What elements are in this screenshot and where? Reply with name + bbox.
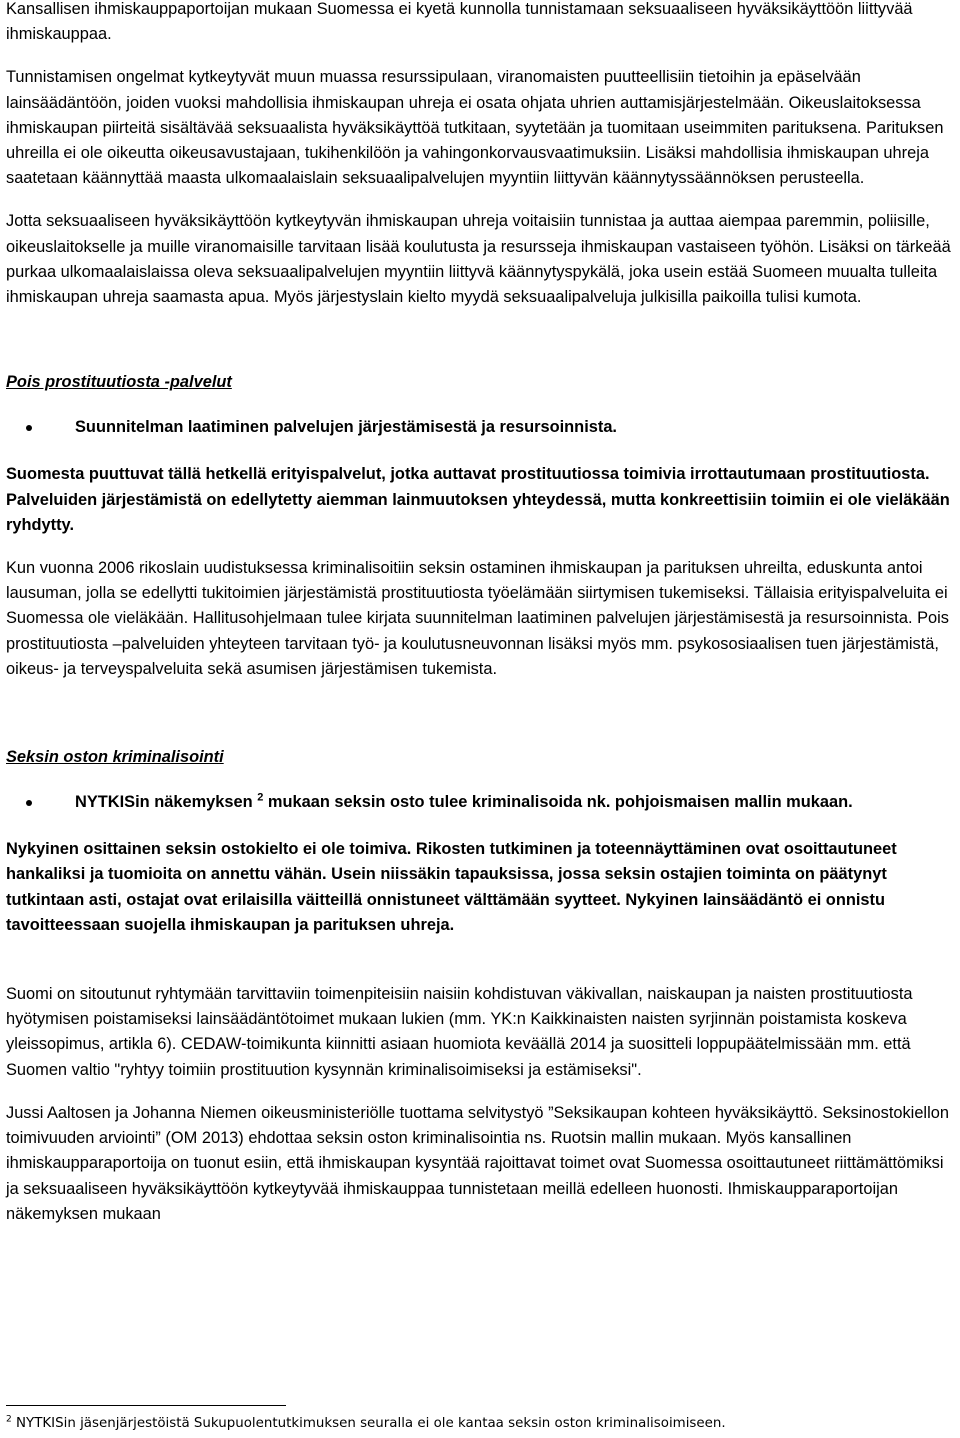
section-heading-exit-services: Pois prostituutiosta -palvelut: [6, 373, 232, 392]
paragraph-exit-services: Kun vuonna 2006 rikoslain uudistuksessa kriminalisoitiin seksin ostaminen ihmiskaupan ja parituksen uhreilta, eduskunta antoi lausuman, jolla se edellytti tukitoimien järjestämistä prostituutiosta työelämään siirtymisen tukemiseksi. Tällaisia erityispalveluita ei Suomessa ole vieläkään. Hallitusohjelmaan tulee kirjata suunnitelman laatiminen palvelujen järjestämisestä ja resursoinnista. Pois prostituutiosta –palveluiden yhteyteen tarvitaan työ- ja koulutusneuvonnan lisäksi myös mm. psykososiaalisen tuen järjestämistä, oikeus- ja terveyspalveluita sekä asumisen järjestämisen tukemista.: [6, 559, 949, 678]
bullet-text-start: NYTKISin näkemyksen: [75, 793, 253, 812]
footnote-divider: [6, 1405, 286, 1406]
paragraph-international-obligations: Suomi on sitoutunut ryhtymään tarvittaviin toimenpiteisiin naisiin kohdistuvan väkivallan, naiskaupan ja naisten prostituutiosta hyötymisen poistamiseksi lainsäädäntötoimet mukaan lukien (mm. YK:n Kaikkinaisten naisten syrjinnän poistamista koskeva yleissopimus, artikla 6). CEDAW-toimikunta kiinnitti asiaan huomiota keväällä 2014 ja suositteli loppupäätelmissään mm. että Suomen valtio "ryhtyy toimiin prostituution kysynnän kriminalisoimiseksi ja estämiseksi".: [6, 985, 913, 1079]
bullet-item-exit-services: Suunnitelman laatiminen palvelujen järjestämisestä ja resursoinnista.: [6, 415, 956, 440]
paragraph-ministry-report: Jussi Aaltosen ja Johanna Niemen oikeusministeriölle tuottama selvitystyö ”Seksikaupan kohteen hyväksikäyttö. Seksinostokiellon toimivuuden arviointi” (OM 2013) ehdottaa seksin oston kriminalisointia ns. Ruotsin mallin mukaan. Myös kansallinen ihmiskaupparaportoija on tuonut esiin, että ihmiskaupan kysyntää rajoittavat toimet ovat Suomessa osoittautuneet riittämättömiksi ja seksuaaliseen hyväksikäyttöön kytkeytyvää ihmiskauppaa tunnistetaan meillä edelleen huonosti. Ihmiskaupparaportoijan näkemyksen mukaan: [6, 1103, 949, 1223]
footnote-text: NYTKISin jäsenjärjestöistä Sukupuolentutkimuksen seuralla ei ole kantaa seksin oston kriminalisoimiseen.: [16, 1416, 726, 1431]
document-page: [6, 0, 956, 1227]
footnote-reference: 2: [257, 791, 264, 804]
bullet-text-end: mukaan seksin osto tulee kriminalisoida nk. pohjoismaisen mallin mukaan.: [263, 793, 853, 812]
paragraph-exit-services-bold: Suomesta puuttuvat tällä hetkellä erityispalvelut, jotka auttavat prostituutiossa toimivia irrottautumaan prostituutiosta. Palveluiden järjestämistä on edellytetty aiemman lainmuutoksen yhteydessä, mutta konkreettisiin toimiin ei ole vieläkään ryhdytty.: [6, 465, 950, 534]
bullet-list-criminalisation: [6, 790, 956, 815]
paragraph-criminalisation-bold: Nykyinen osittainen seksin ostokielto ei ole toimiva. Rikosten tutkiminen ja toteennäyttäminen ovat osoittautuneet hankaliksi ja tuomioita on annettu vähän. Usein niissäkin tapauksissa, jossa seksin ostajien toiminta on päätynyt tutkintaan asti, ostajat ovat erilaisilla väitteillä onnistuneet välttämään syytteet. Nykyinen lainsäädäntö ei onnistu tavoitteessaan suojella ihmiskaupan ja parituksen uhreja.: [6, 840, 897, 934]
section-heading-criminalisation: Seksin oston kriminalisointi: [6, 748, 224, 767]
paragraph-intro: Kansallisen ihmiskauppaportoijan mukaan Suomessa ei kyetä kunnolla tunnistamaan seksuaaliseen hyväksikäyttöön liittyvää ihmiskauppaa.: [6, 0, 913, 44]
footnote: [6, 1416, 726, 1431]
bullet-item-criminalisation: [6, 790, 956, 815]
footnote-number: 2: [6, 1414, 12, 1425]
paragraph-victim-support: Jotta seksuaaliseen hyväksikäyttöön kytkeytyvän ihmiskaupan uhreja voitaisiin tunnistaa ja auttaa aiempaa paremmin, poliisille, oikeuslaitokselle ja muille viranomaisille tarvitaan lisää koulutusta ja resursseja ihmiskaupan vastaiseen työhön. Lisäksi on tärkeää purkaa ulkomaalaislaissa oleva seksuaalipalvelujen myyntiin liittyvä käännytyspykälä, joka usein estää Suomeen muualta tulleita ihmiskaupan uhreja saamasta apua. Myös järjestyslain kielto myydä seksuaalipalveluja julkisilla paikoilla tulisi kumota.: [6, 212, 951, 307]
bullet-list-exit-services: [6, 415, 956, 440]
paragraph-identification-problems: Tunnistamisen ongelmat kytkeytyvät muun muassa resurssipulaan, viranomaisten puutteellisiin tietoihin ja epäselvään lainsäädäntöön, joiden vuoksi mahdollisia ihmiskaupan uhreja ei osata ohjata uhrien auttamisjärjestelmään. Oikeuslaitoksessa ihmiskaupan piirteitä sisältävää seksuaalista hyväksikäyttöä tutkitaan, syytetään ja tuomitaan useimmiten parituksena. Parituksen uhreilla ei ole oikeutta oikeusavustajaan, tukihenkilöön ja vahingonkorvausvaatimuksiin. Lisäksi mahdollisia ihmiskaupan uhreja saatetaan käännyttää maasta ulkomaalaislain seksuaalipalvelujen myyntiin liittyvän käännytyssäännöksen perusteella.: [6, 68, 944, 188]
